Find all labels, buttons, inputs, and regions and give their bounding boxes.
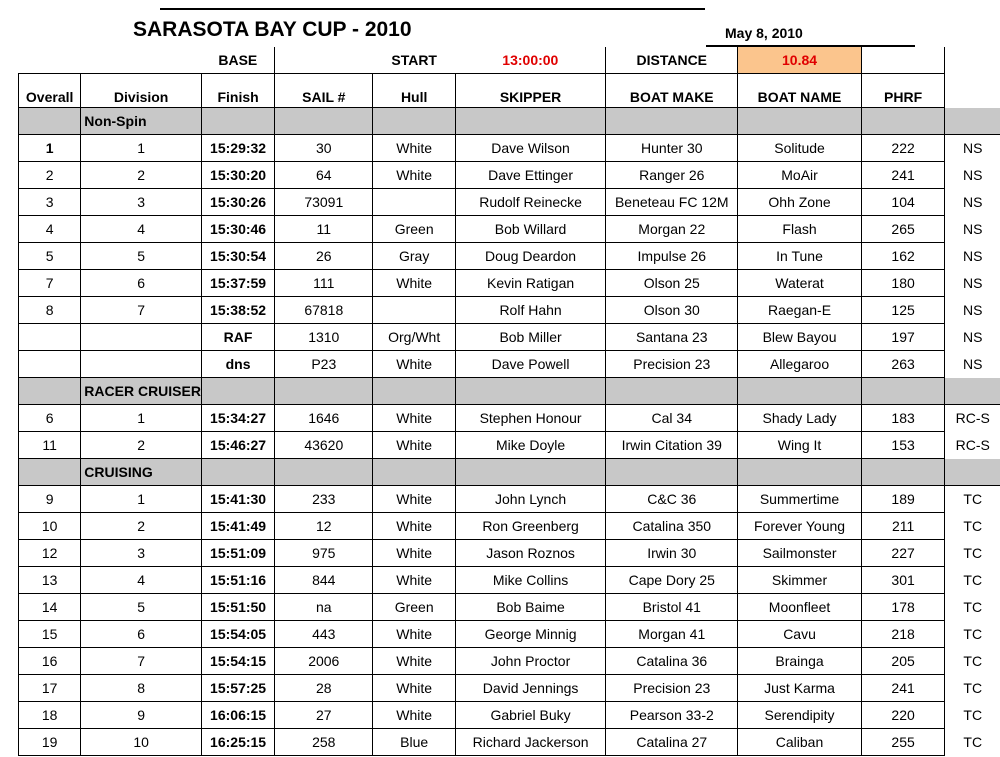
boat-name-cell: Moonfleet [738,594,861,621]
section-label: Non-Spin [81,108,202,135]
hull-cell: White [373,270,456,297]
boat-make-cell: Catalina 36 [606,648,738,675]
boat-make-cell: Hunter 30 [606,135,738,162]
class-cell: TC [945,675,1000,702]
sail-cell: 1310 [275,324,373,351]
base-row [19,47,1000,74]
division-cell: 1 [81,486,202,513]
table-row [19,486,1000,513]
boat-make-cell: Olson 25 [606,270,738,297]
phrf-cell: 301 [861,567,945,594]
sail-cell: 67818 [275,297,373,324]
col-skipper: SKIPPER [455,74,605,108]
finish-cell: 15:41:49 [201,513,274,540]
race-date: May 8, 2010 [725,25,803,41]
division-cell: 5 [81,243,202,270]
start-label: START [373,47,456,74]
phrf-cell: 178 [861,594,945,621]
table-row [19,594,1000,621]
class-cell: TC [945,486,1000,513]
phrf-cell: 265 [861,216,945,243]
finish-cell: 15:51:09 [201,540,274,567]
overall-cell: 1 [19,135,81,162]
finish-cell: 15:54:15 [201,648,274,675]
col-finish: Finish [201,74,274,108]
boat-make-cell: Pearson 33-2 [606,702,738,729]
hull-cell [373,297,456,324]
division-cell: 9 [81,702,202,729]
skipper-cell: David Jennings [455,675,605,702]
division-cell: 5 [81,594,202,621]
sail-cell: 2006 [275,648,373,675]
finish-cell: RAF [201,324,274,351]
phrf-cell: 241 [861,162,945,189]
skipper-cell: Dave Ettinger [455,162,605,189]
class-cell: NS [945,189,1000,216]
skipper-cell: Richard Jackerson [455,729,605,756]
finish-cell: 15:54:05 [201,621,274,648]
finish-cell: 16:06:15 [201,702,274,729]
hull-cell: White [373,567,456,594]
skipper-cell: Rolf Hahn [455,297,605,324]
distance-value: 10.84 [738,47,861,74]
hull-cell: White [373,405,456,432]
class-cell: TC [945,702,1000,729]
boat-make-cell: Ranger 26 [606,162,738,189]
page-title: SARASOTA BAY CUP - 2010 [133,18,412,41]
hull-cell: White [373,513,456,540]
boat-name-cell: Wing It [738,432,861,459]
table-row [19,405,1000,432]
boat-name-cell: Brainga [738,648,861,675]
skipper-cell: John Proctor [455,648,605,675]
overall-cell: 7 [19,270,81,297]
finish-cell: 15:41:30 [201,486,274,513]
hull-cell: White [373,486,456,513]
boat-make-cell: Catalina 350 [606,513,738,540]
class-cell: NS [945,162,1000,189]
skipper-cell: Rudolf Reinecke [455,189,605,216]
table-row [19,513,1000,540]
sail-cell: 233 [275,486,373,513]
overall-cell: 14 [19,594,81,621]
class-cell: TC [945,594,1000,621]
phrf-cell: 162 [861,243,945,270]
hull-cell: Green [373,594,456,621]
division-cell: 2 [81,432,202,459]
section-label: RACER CRUISER [81,378,202,405]
finish-cell: dns [201,351,274,378]
boat-make-cell: Irwin 30 [606,540,738,567]
boat-make-cell: Morgan 41 [606,621,738,648]
sail-cell: 27 [275,702,373,729]
skipper-cell: Doug Deardon [455,243,605,270]
boat-name-cell: Raegan-E [738,297,861,324]
table-row [19,675,1000,702]
finish-cell: 15:30:20 [201,162,274,189]
class-cell: NS [945,216,1000,243]
finish-cell: 15:37:59 [201,270,274,297]
class-cell: TC [945,648,1000,675]
class-cell: TC [945,567,1000,594]
boat-name-cell: Shady Lady [738,405,861,432]
boat-make-cell: Beneteau FC 12M [606,189,738,216]
overall-cell: 6 [19,405,81,432]
boat-make-cell: Impulse 26 [606,243,738,270]
phrf-cell: 205 [861,648,945,675]
boat-name-cell: Forever Young [738,513,861,540]
overall-cell: 8 [19,297,81,324]
results-table [18,47,1000,756]
overall-cell: 12 [19,540,81,567]
sail-cell: 844 [275,567,373,594]
finish-cell: 15:46:27 [201,432,274,459]
hull-cell: White [373,621,456,648]
hull-cell: Blue [373,729,456,756]
boat-make-cell: Morgan 22 [606,216,738,243]
sail-cell: 11 [275,216,373,243]
division-cell: 4 [81,567,202,594]
col-boat-name: BOAT NAME [738,74,861,108]
table-row [19,351,1000,378]
class-cell: NS [945,351,1000,378]
sail-cell: 43620 [275,432,373,459]
finish-cell: 15:30:26 [201,189,274,216]
phrf-cell: 211 [861,513,945,540]
boat-name-cell: Summertime [738,486,861,513]
boat-name-cell: Ohh Zone [738,189,861,216]
skipper-cell: Gabriel Buky [455,702,605,729]
col-hull: Hull [373,74,456,108]
phrf-cell: 255 [861,729,945,756]
skipper-cell: Ron Greenberg [455,513,605,540]
table-row [19,567,1000,594]
base-label: BASE [201,47,274,74]
boat-name-cell: In Tune [738,243,861,270]
sail-cell: 73091 [275,189,373,216]
sail-cell: 258 [275,729,373,756]
sail-cell: 443 [275,621,373,648]
hull-cell: White [373,351,456,378]
skipper-cell: Bob Willard [455,216,605,243]
table-row [19,162,1000,189]
hull-cell: White [373,135,456,162]
division-cell: 7 [81,297,202,324]
division-cell: 6 [81,270,202,297]
class-cell: TC [945,513,1000,540]
boat-make-cell: Catalina 27 [606,729,738,756]
boat-name-cell: Blew Bayou [738,324,861,351]
hull-cell: Gray [373,243,456,270]
phrf-cell: 104 [861,189,945,216]
hull-cell: Green [373,216,456,243]
table-row [19,297,1000,324]
finish-cell: 15:57:25 [201,675,274,702]
finish-cell: 15:51:16 [201,567,274,594]
section-header [19,459,1000,486]
column-header-row [19,74,1000,108]
division-cell: 3 [81,189,202,216]
sail-cell: 28 [275,675,373,702]
table-row [19,243,1000,270]
section-header [19,378,1000,405]
boat-name-cell: Cavu [738,621,861,648]
table-row [19,540,1000,567]
distance-label: DISTANCE [606,47,738,74]
class-cell: NS [945,324,1000,351]
hull-cell: White [373,540,456,567]
boat-name-cell: Serendipity [738,702,861,729]
col-sail: SAIL # [275,74,373,108]
overall-cell: 13 [19,567,81,594]
phrf-cell: 263 [861,351,945,378]
class-cell: TC [945,621,1000,648]
skipper-cell: Dave Wilson [455,135,605,162]
division-cell: 10 [81,729,202,756]
phrf-cell: 222 [861,135,945,162]
boat-name-cell: MoAir [738,162,861,189]
class-cell: NS [945,135,1000,162]
boat-name-cell: Flash [738,216,861,243]
boat-make-cell: C&C 36 [606,486,738,513]
overall-cell: 18 [19,702,81,729]
class-cell: RC-S [945,432,1000,459]
col-division: Division [81,74,202,108]
boat-name-cell: Waterat [738,270,861,297]
overall-cell: 5 [19,243,81,270]
division-cell [81,351,202,378]
col-boat-make: BOAT MAKE [606,74,738,108]
sail-cell: 30 [275,135,373,162]
class-cell: RC-S [945,405,1000,432]
phrf-cell: 197 [861,324,945,351]
table-row [19,702,1000,729]
table-row [19,324,1000,351]
overall-cell: 16 [19,648,81,675]
phrf-cell: 183 [861,405,945,432]
overall-cell: 2 [19,162,81,189]
table-row [19,729,1000,756]
boat-make-cell: Bristol 41 [606,594,738,621]
overall-cell: 11 [19,432,81,459]
boat-name-cell: Sailmonster [738,540,861,567]
boat-name-cell: Allegaroo [738,351,861,378]
hull-cell: White [373,675,456,702]
boat-name-cell: Solitude [738,135,861,162]
overall-cell: 9 [19,486,81,513]
division-cell: 8 [81,675,202,702]
sail-cell: 26 [275,243,373,270]
boat-make-cell: Precision 23 [606,351,738,378]
hull-cell: Org/Wht [373,324,456,351]
finish-cell: 16:25:15 [201,729,274,756]
top-rule [160,8,705,10]
table-row [19,135,1000,162]
phrf-cell: 189 [861,486,945,513]
finish-cell: 15:51:50 [201,594,274,621]
finish-cell: 15:34:27 [201,405,274,432]
table-row [19,270,1000,297]
col-overall: Overall [19,74,81,108]
overall-cell: 4 [19,216,81,243]
hull-cell: White [373,702,456,729]
division-cell [81,324,202,351]
division-cell: 2 [81,513,202,540]
division-cell: 2 [81,162,202,189]
boat-name-cell: Just Karma [738,675,861,702]
division-cell: 1 [81,405,202,432]
skipper-cell: Mike Collins [455,567,605,594]
sail-cell: 12 [275,513,373,540]
boat-make-cell: Olson 30 [606,297,738,324]
overall-cell [19,324,81,351]
hull-cell: White [373,162,456,189]
phrf-cell: 153 [861,432,945,459]
table-row [19,621,1000,648]
finish-cell: 15:30:54 [201,243,274,270]
table-row [19,216,1000,243]
class-cell: NS [945,270,1000,297]
boat-make-cell: Precision 23 [606,675,738,702]
col-phrf: PHRF [861,74,945,108]
finish-cell: 15:30:46 [201,216,274,243]
division-cell: 6 [81,621,202,648]
overall-cell: 3 [19,189,81,216]
results-body [19,47,1000,756]
sail-cell: 64 [275,162,373,189]
class-cell: NS [945,243,1000,270]
division-cell: 1 [81,135,202,162]
boat-make-cell: Cal 34 [606,405,738,432]
skipper-cell: Kevin Ratigan [455,270,605,297]
hull-cell [373,189,456,216]
hull-cell: White [373,432,456,459]
boat-make-cell: Cape Dory 25 [606,567,738,594]
finish-cell: 15:29:32 [201,135,274,162]
finish-cell: 15:38:52 [201,297,274,324]
division-cell: 7 [81,648,202,675]
phrf-cell: 180 [861,270,945,297]
boat-name-cell: Skimmer [738,567,861,594]
boat-make-cell: Santana 23 [606,324,738,351]
sail-cell: 975 [275,540,373,567]
class-cell: TC [945,540,1000,567]
sail-cell: na [275,594,373,621]
sail-cell: 1646 [275,405,373,432]
overall-cell: 19 [19,729,81,756]
overall-cell: 10 [19,513,81,540]
phrf-cell: 218 [861,621,945,648]
start-time: 13:00:00 [455,47,605,74]
table-row [19,189,1000,216]
section-label: CRUISING [81,459,202,486]
boat-make-cell: Irwin Citation 39 [606,432,738,459]
phrf-cell: 241 [861,675,945,702]
phrf-cell: 227 [861,540,945,567]
section-header [19,108,1000,135]
hull-cell: White [373,648,456,675]
skipper-cell: Stephen Honour [455,405,605,432]
table-row [19,432,1000,459]
overall-cell [19,351,81,378]
skipper-cell: Bob Miller [455,324,605,351]
skipper-cell: Bob Baime [455,594,605,621]
skipper-cell: Dave Powell [455,351,605,378]
skipper-cell: Jason Roznos [455,540,605,567]
table-row [19,648,1000,675]
class-cell: NS [945,297,1000,324]
phrf-cell: 125 [861,297,945,324]
division-cell: 3 [81,540,202,567]
sail-cell: P23 [275,351,373,378]
sail-cell: 111 [275,270,373,297]
skipper-cell: George Minnig [455,621,605,648]
skipper-cell: Mike Doyle [455,432,605,459]
overall-cell: 17 [19,675,81,702]
skipper-cell: John Lynch [455,486,605,513]
phrf-cell: 220 [861,702,945,729]
division-cell: 4 [81,216,202,243]
boat-name-cell: Caliban [738,729,861,756]
class-cell: TC [945,729,1000,756]
overall-cell: 15 [19,621,81,648]
